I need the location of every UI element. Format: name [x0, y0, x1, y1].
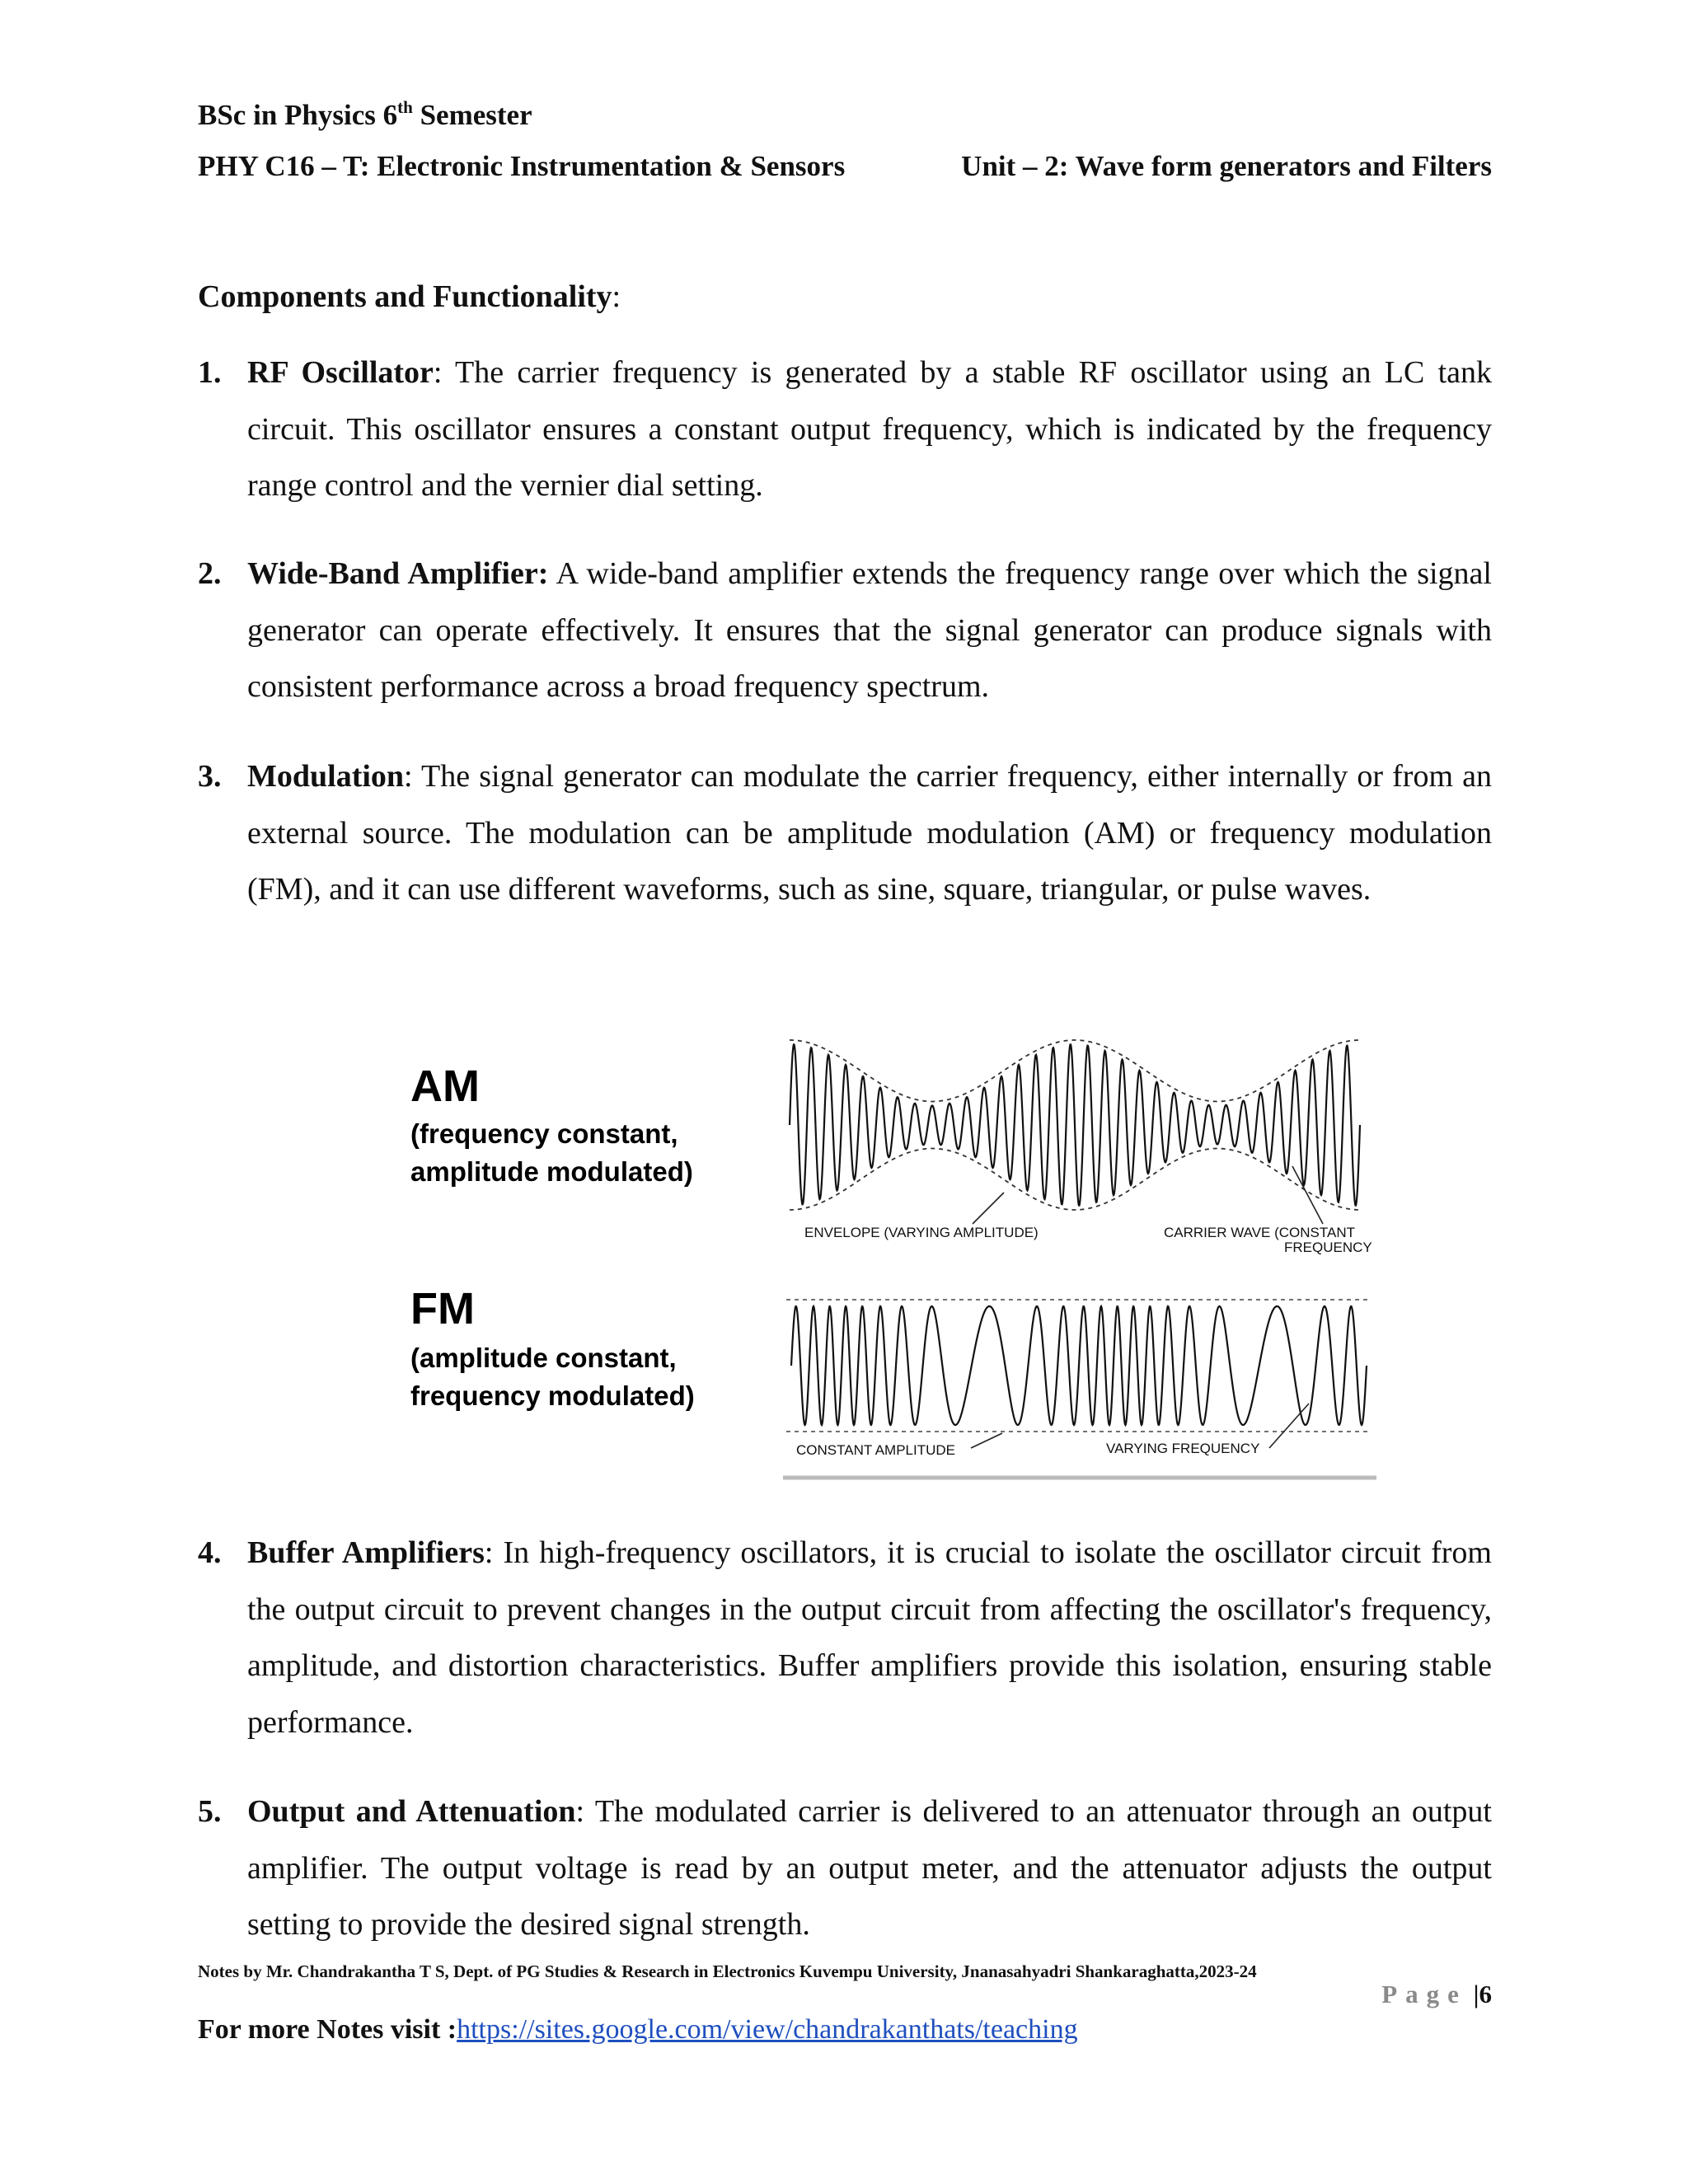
am-fm-figure [404, 1026, 1393, 1488]
header-ordinal-suffix: th [397, 97, 413, 117]
am-envelope-pointer [973, 1193, 1004, 1224]
list-item-number: 3. [198, 759, 222, 794]
am-carrier-label-line2: FREQUENCY [1284, 1240, 1372, 1255]
document-header-course [198, 150, 1492, 183]
list-item-term: Modulation [247, 759, 405, 794]
list-item-number: 4. [198, 1535, 222, 1570]
fm-subtitle-line1: (amplitude constant, [410, 1343, 677, 1373]
list-item-rf-oscillator [198, 344, 1492, 514]
am-envelope-lower [790, 1149, 1360, 1211]
am-carrier-label: CARRIER WAVE (CONSTANT [1164, 1225, 1356, 1240]
section-heading-colon: : [612, 279, 621, 314]
list-item-term: Buffer Amplifiers [247, 1535, 485, 1570]
list-item-output-attenuation [198, 1783, 1492, 1953]
list-item-buffer-amplifiers [198, 1525, 1492, 1750]
header-program-text: BSc in Physics 6 [198, 99, 398, 131]
fm-subtitle-line2: frequency modulated) [410, 1380, 695, 1411]
notes-link[interactable]: https://sites.google.com/view/chandrakanthats/teaching [457, 2014, 1078, 2045]
list-item-term: Output and Attenuation [247, 1794, 576, 1829]
page-number [1381, 1980, 1492, 2009]
list-item-text: The signal generator can modulate the carrier frequency, either internally or from an external source. The modulation can be amplitude modulation (AM) or frequency modulation (FM), and it can use different waveforms, such as sine, square, triangular, or pulse waves. [247, 759, 1492, 907]
list-item-separator: : [404, 759, 413, 794]
fm-carrier-wave [791, 1306, 1367, 1425]
fm-amplitude-label: CONSTANT AMPLITUDE [796, 1442, 956, 1458]
document-header-program [198, 99, 532, 132]
footer-visit [198, 2014, 1078, 2046]
page-separator: | [1473, 1980, 1479, 2008]
am-envelope-label: ENVELOPE (VARYING AMPLITUDE) [804, 1225, 1039, 1240]
fm-waveform [786, 1300, 1372, 1432]
list-item-term: RF Oscillator [247, 355, 434, 390]
am-waveform [790, 1040, 1360, 1210]
am-carrier-wave [790, 1044, 1360, 1205]
list-item-number: 1. [198, 355, 222, 390]
am-envelope-upper [790, 1040, 1360, 1102]
header-semester-text: Semester [412, 99, 532, 131]
list-item-number: 2. [198, 556, 222, 591]
fm-frequency-pointer [1269, 1404, 1309, 1448]
list-item-separator: : [433, 355, 443, 390]
list-item-text: The modulated carrier is delivered to an attenuator through an output amplifier. The output voltage is read by an output meter, and the attenuator adjusts the output setting to provide the desired signal strength. [247, 1794, 1492, 1942]
list-item-term: Wide-Band Amplifier: [247, 556, 549, 591]
footer-visit-label: For more Notes visit : [198, 2014, 457, 2045]
list-item-modulation [198, 748, 1492, 918]
fm-amplitude-pointer [971, 1433, 1002, 1448]
header-unit-title: Unit – 2: Wave form generators and Filters [961, 150, 1492, 182]
fm-frequency-label: VARYING FREQUENCY [1106, 1441, 1260, 1456]
list-item-text: The carrier frequency is generated by a stable RF oscillator using an LC tank circuit. This oscillator ensures a constant output frequency, which is indicated by the frequency range control and the vernier dial setting. [247, 355, 1492, 503]
section-heading-text: Components and Functionality [198, 279, 612, 314]
list-item-separator: : [575, 1794, 585, 1829]
header-course-title: PHY C16 – T: Electronic Instrumentation & Sensors [198, 150, 846, 182]
footer-credit: Notes by Mr. Chandrakantha T S, Dept. of PG Studies & Research in Electronics Kuvempu University, Jnanasahyadri Shankaraghatta,2023-24 [198, 1961, 1257, 1981]
list-item-text: A wide-band amplifier extends the frequency range over which the signal generator can operate effectively. It ensures that the signal generator can produce signals with consistent performance across a broad frequency spectrum. [247, 556, 1492, 704]
page-label: Page [1381, 1980, 1467, 2008]
list-item-number: 5. [198, 1794, 222, 1829]
am-title: AM [410, 1062, 480, 1111]
waveform-diagram [404, 1026, 1393, 1488]
list-item-wide-band-amplifier [198, 546, 1492, 715]
fm-title: FM [410, 1284, 475, 1333]
am-subtitle-line2: amplitude modulated) [410, 1156, 693, 1187]
page-number-value: 6 [1479, 1980, 1492, 2008]
list-item-text: In high-frequency oscillators, it is crucial to isolate the oscillator circuit from the output circuit to prevent changes in the output circuit from affecting the oscillator's frequency, amplitude, and distortion characteristics. Buffer amplifiers provide this isolation, ensuring stable performance. [247, 1535, 1492, 1740]
am-subtitle-line1: (frequency constant, [410, 1118, 678, 1149]
section-heading [198, 279, 621, 315]
list-item-separator: : [484, 1535, 494, 1570]
